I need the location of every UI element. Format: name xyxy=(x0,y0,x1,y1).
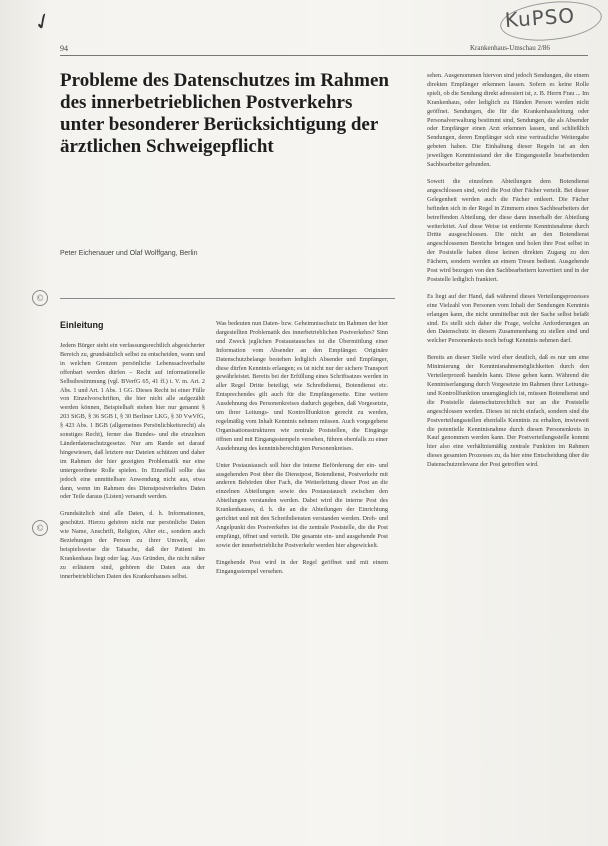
page-number: 94 xyxy=(60,44,68,53)
authors-rule xyxy=(60,298,395,299)
column-middle xyxy=(216,320,388,584)
header-rule xyxy=(60,55,588,56)
paragraph: Es liegt auf der Hand, daß während dieses Verteilungsprozesses eine Vielzahl von Personen vom Inhalt der Sendungen Kenntnis erlangen kann, die nicht unmittelbar mit der Sache selbst befaßt sind. Es stellt sich daher die Frage, welche Anforderungen an den Datenschutz in diesem Zusammenhang zu stellen sind und welcher Personenkreis noch befugt Kenntnis nehmen darf. xyxy=(427,292,589,345)
paragraph: Grundsätzlich sind alle Daten, d. h. Informationen, geschützt. Hierzu gehören nicht nur persönliche Daten wie Name, Anschrift, Religion, Alter etc., sondern auch Beziehungen der Person zu ihrer Umwelt, also beispielsweise die Tatsache, daß der Patient im Krankenhaus liegt oder lag. Aus Gründen, die nicht näher zu erläutern sind, gehören die Daten aus der innerbetrieblichen Daten des Krankenhauses selbst. xyxy=(60,510,205,580)
punch-hole-icon: © xyxy=(32,290,48,306)
column-right xyxy=(427,72,589,478)
column-left xyxy=(60,342,205,590)
handwritten-mark: ✓ xyxy=(29,7,57,38)
paragraph: Jedem Bürger steht ein verfassungsrechtlich abgesicherter Bereich zu, grundsätzlich selbst zu entscheiden, wann und in welchen Grenzen persönliche Lebenssachverhalte offenbart werden dürfen – Recht auf informationelle Selbstbestimmung (vgl. BVerfG 65, 41 ff.) i. V. m. Art. 2 Abs. 1 und Art. 1 Abs. 1 GG. Dieses Recht ist einer Fülle von Einzelvorschriften, die hier nicht alle aufgezählt werden können, Beispielhaft stehen hier nur genannt § 203 StGB, § 36 SGB I, § 30 Berliner LKG, § 30 VwVfG, § 423 Abs. 1 BGB (allgemeines Persönlichkeitsrecht) als sonstiges Recht), ferner das Bundes- und die einzelnen Länderdatenschutzgesetze. Nur am Rande sei darauf hingewiesen, daß letztere nur Dateien schützen und daher im Rahmen der hier gezeigten Problematik nur eine untergeordnete Rolle spielen. In Einzelfall sollte das jedoch eine unmittelbare Anwendung nicht aus, etwa dann, wenn im Rahmen des Dienstpostverkehrs Daten oder Teile daraus (Listen) versandt werden. xyxy=(60,342,205,501)
section-heading: Einleitung xyxy=(60,320,104,330)
paragraph: Bereits an dieser Stelle wird eher deutlich, daß es nur um eine Minimierung der Kenntnisnahmemöglichkeiten durch den Verteilerprozeß handeln kann. Diese gehen kann. Während die Kenntniserlangung durch Vorgesetzte im Rahmen ihrer Leitungs- und Kontrollfunktion unumgänglich ist, müssen Botendienst und die Poststelle datenschutzrechtlich nur an die Poststelle angeschlossen werden. Dieses ist nicht einfach, sondern sind die Postverteilungsstellen ebenfalls Kenntnis zu erhalten, inwieweit die potentielle Kenntnisnahme durch diesen Personenkreis in Kauf genommen werden kann. Der Postverteilungsstelle kommt hier also eine verhältnismäßig zentrale Funktion im Rahmen dieses gesamten Prozesses zu, da hier eine Entscheidung über die Datenschutzrelevanz der Post getroffen wird. xyxy=(427,354,589,469)
article-authors: Peter Eichenauer und Olaf Wolffgang, Berlin xyxy=(60,250,198,257)
paragraph: Was bedeuten nun Daten- bzw. Geheimnisschutz im Rahmen der hier dargestellten Problematik des innerbetrieblichen Postverkehrs? Sinn und Zweck jeglichen Postaustausches ist die Übermittlung einer Information vom Absender an den Empfänger. Originäre Datenschutzbelange bestehen lediglich Absender und Empfänger, diese dürfen Kenntnis erlangen; es ist nicht nur der sichere Transport gewährleistet. Bereits bei der Erfüllung eines Schriftsatzes werden in aller Regel Dritte beteiligt, wie Schreibdienst, Botendienst etc. Entsprechendes gilt auch für die Empfängerseite. Eine weitere Ausdehnung des Personenkreises dadurch gegeben, daß Vorgesetzte, um ihrer Leitungs- und Kontrollfunktion gerecht zu werden, regelmäßig vom Inhalt Kenntnis nehmen müssen. Auch vorgegebene Organisationsstrukturen wie zentrale Poststellen, die Eingänge öffnen und mit Eingangsstempeln versehen, führen ebenfalls zu einer Ausdehnung des kenntnisberechtigten Personenkreises. xyxy=(216,320,388,452)
paragraph: Eingehende Post wird in der Regel geöffnet und mit einem Eingangsstempel versehen. xyxy=(216,558,388,575)
punch-hole-icon: © xyxy=(32,520,48,536)
journal-name: Krankenhaus-Umschau 2/86 xyxy=(470,44,550,52)
paragraph: sehen. Ausgenommen hiervon sind jedoch Sendungen, die einem direkten Empfänger erkennen lassen. Sofern es keine Rolle spielt, ob die Sendung direkt adressiert ist, z. B. Herrn Frau ... Im Krankenhaus, oder lediglich zu Händen Person werden nicht geöffnet. Sendungen, die für die Krankenhausleitung oder Personalverwaltung bestimmt sind, Sendungen, die als Absender oder Empfänger einen Arzt erkennen lassen, und schließlich Sendungen, deren Empfänger sich eine vertrauliche Weitergabe gebeten haben. Die Einhaltung dieser Regeln ist an den jeweiligen Kenntnisstand der die Eingangsstelle bearbeitenden Sachbearbeiter gebunden. xyxy=(427,72,589,169)
paragraph: Unter Postaustausch soll hier die interne Beförderung der ein- und ausgehenden Post über die Dienstpost, Botendienst, Postverkehr mit anderen Behörden über Fach, die Weiterleitung dieser Post an die einzelnen Abteilungen sowie des Postaustausch zwischen den Abteilungen verstanden werden. Dabei wird die interne Post des Krankenhauses, d. h. die an die Abteilungen der Einrichtung gerichtet und mit den Schreibdiensten verstanden werden. Dreh- und Angelpunkt des Postverkehrs ist die zentrale Poststelle, die die Post empfängt, öffnet und verteilt. Die gesamte ein- und ausgehende Post sowie der innerbetriebliche Postverkehr werden hier abgewickelt. xyxy=(216,461,388,549)
paragraph: Soweit die einzelnen Abteilungen dem Botendienst angeschlossen sind, wird die Post über Fächer verteilt. Bei dieser Gelegenheit werden auch die Fächer entleert. Die Fächer befinden sich in der Regel in Zimmern eines Sachbearbeiters der betreffenden Abteilung, der diese dann innerhalb der Abteilung weiterleitet. Auf diese Weise ist entfernte Kenntnisnahme durch Dritte ausgeschlossen. Die nicht an den Botendienst angeschlossenen Bereiche bringen und holen ihre Post selbst in der Poststelle haben diese keinen direkten Zugang zu den Fächern, sondern werden an einem Tresen bedient. Ausgehende Post wird bezogen von den Sachbearbeitern kuvertiert und in der Poststelle lediglich frankiert. xyxy=(427,177,589,283)
archive-stamp: KuPSO xyxy=(504,3,576,33)
article-title: Probleme des Datenschutzes im Rahmen des innerbetrieblichen Postverkehrs unter besonderer Berücksichtigung der ärztlichen Schweigepflicht xyxy=(60,70,389,157)
